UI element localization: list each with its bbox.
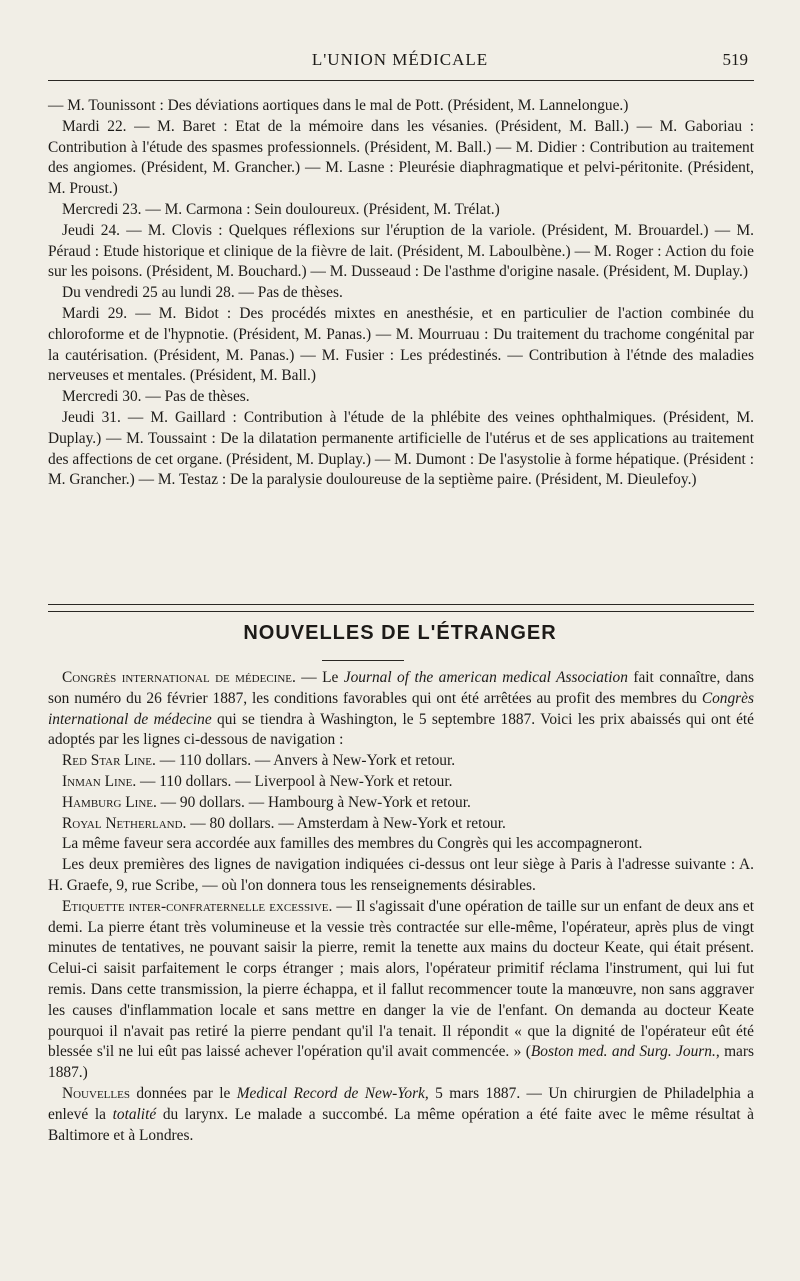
- running-head: L'UNION MÉDICALE: [311, 50, 489, 69]
- section-divider: [48, 604, 754, 612]
- congress-name: Congrès international de médecine: [48, 689, 754, 728]
- shipping-line: Red Star Line. — 110 dollars. — Anvers à New-York et retour.: [62, 752, 456, 770]
- shipping-line: Hamburg Line. — 90 dollars. — Hambourg à New-York et retour.: [62, 793, 471, 811]
- congress-paragraph: Congrès international de médecine. — Le Journal of the american medical Association fait connaître, dans son numéro du 26 février 1887, les conditions favorables qui ont été arrêtées au profit des membres du Congrès international de médecine qui se tiendra à Washington, le 5 septembre 1887. Voici les prix abaissés qui ont été adoptés par les lignes ci-dessous de navigation :: [48, 669, 755, 749]
- thesis-entry: Mercredi 23. — M. Carmona : Sein douloureux. (Président, M. Trélat.): [62, 200, 500, 218]
- shipping-line-name: Inman Line.: [62, 772, 137, 790]
- etiquette-heading: Etiquette inter-confraternelle excessive.: [62, 897, 333, 915]
- newyork-paragraph: Nouvelles données par le Medical Record de New-York, 5 mars 1887. — Un chirurgien de Philadelphia a enlevé la totalité du larynx. Le malade a succombé. La même opération a été faite avec le même résultat à Baltimore et à Londres.: [48, 1084, 754, 1144]
- favor-paragraph: La même faveur sera accordée aux familles des membres du Congrès qui les accompagneront.: [62, 835, 643, 853]
- shipping-line-name: Red Star Line.: [62, 752, 156, 770]
- page-header: [46, 44, 754, 72]
- thesis-entry: — M. Tounissont : Des déviations aortiques dans le mal de Pott. (Président, M. Lannelongue.): [48, 97, 629, 114]
- thesis-entry: Mardi 22. — M. Baret : Etat de la mémoire dans les vésanies. (Président, M. Ball.) — M. Gaboriau : Contribution à l'étude des spasmes professionnels. (Président, M. Ball.) — M. Didier : Contribution au traitement des angiomes. (Président, M. Grancher.) — M. Lasne : Pleurésie diaphragmatique et pelvi-péritonite. (Président, M. Proust.): [48, 117, 754, 198]
- etiquette-paragraph: Etiquette inter-confraternelle excessive. — Il s'agissait d'une opération de taille sur un enfant de deux ans et demi. La pierre étant très volumineuse et la vessie très contractée sur elle-même, l'opérateur, après plus de vingt minutes de tentatives, ne pouvant saisir la pierre, remit la tenette aux mains du docteur Keate, qui était présent. Celui-ci saisit parfaitement le corps étranger ; mais alors, l'opérateur primitif réclama l'instrument, qui lui fut remis. Dans cette transmission, la pierre échappa, et il fallut recommencer toute la manœuvre, non sans aggraver les causes d'inflammation locale et sans mettre en danger la vie de l'enfant. On demanda au docteur Keate pourquoi il n'avait pas retiré la pierre pendant qu'il l'a tenait. Il répondit « que la dignité de l'opérateur eût été blessée s'il ne lui eût pas laissé achever l'opération qu'il avait commencée. » (Boston med. and Surg. Journ., mars 1887.): [48, 897, 754, 1082]
- thesis-entry: Jeudi 31. — M. Gaillard : Contribution à l'étude de la phlébite des veines ophthalmiques. (Président, M. Duplay.) — M. Toussaint : De la dilatation permanente artificielle de l'utérus et de ses applications au traitement des affections de cet organe. (Président, M. Duplay.) — M. Dumont : De l'asystolie à forme hépatique. (Président : M. Grancher.) — M. Testaz : De la paralysie douloureuse de la septième paire. (Président, M. Dieulefoy.): [48, 408, 754, 489]
- journal-name: Medical Record de New-York: [236, 1084, 425, 1102]
- shipping-line: Royal Netherland. — 80 dollars. — Amsterdam à New-York et retour.: [62, 814, 506, 832]
- congress-heading: Congrès international de médecine.: [62, 669, 296, 686]
- theses-list: [48, 96, 754, 491]
- thesis-entry: Jeudi 24. — M. Clovis : Quelques réflexions sur l'éruption de la variole. (Président, M. Brouardel.) — M. Péraud : Etude historique et clinique de la fièvre de lait. (Président, M. Laboulbène.) — M. Roger : Action du foie sur les poisons. (Président, M. Bouchard.) — M. Dusseaud : De l'asthme d'origine nasale. (Président, M. Duplay.): [48, 221, 754, 281]
- address-paragraph: Les deux premières des lignes de navigation indiquées ci-dessus ont leur siège à Paris à l'adresse suivante : A. H. Graefe, 9, rue Scribe, — où l'on donnera tous les renseignements désirables.: [48, 856, 754, 894]
- shipping-line-name: Royal Netherland.: [62, 814, 187, 832]
- thesis-entry: Mercredi 30. — Pas de thèses.: [62, 388, 250, 406]
- journal-name: Journal of the american medical Association: [343, 669, 628, 686]
- title-underline: [322, 660, 404, 661]
- source-citation: Boston med. and Surg. Journ.: [530, 1043, 716, 1061]
- section-title: NOUVELLES DE L'ÉTRANGER: [243, 622, 557, 644]
- page-number: 519: [722, 50, 748, 69]
- thesis-entry: Du vendredi 25 au lundi 28. — Pas de thèses.: [62, 284, 343, 302]
- shipping-line: Inman Line. — 110 dollars. — Liverpool à New-York et retour.: [62, 772, 453, 790]
- foreign-news: [48, 668, 754, 1146]
- shipping-line-name: Hamburg Line.: [62, 793, 157, 811]
- thesis-entry: Mardi 29. — M. Bidot : Des procédés mixtes en anesthésie, et en particulier de l'action combinée du chloroforme et de l'hypnotie. (Président, M. Panas.) — M. Mourruau : Du traitement du trachome congénital par la cautérisation. (Président, M. Panas.) — M. Fusier : Les prédestinés. — Contribution à l'étnde des maladies nerveuses et mentales. (Président, M. Ball.): [48, 304, 754, 385]
- newyork-heading: Nouvelles: [62, 1084, 130, 1102]
- emphasis-word: totalité: [112, 1105, 157, 1123]
- header-rule: [48, 80, 754, 81]
